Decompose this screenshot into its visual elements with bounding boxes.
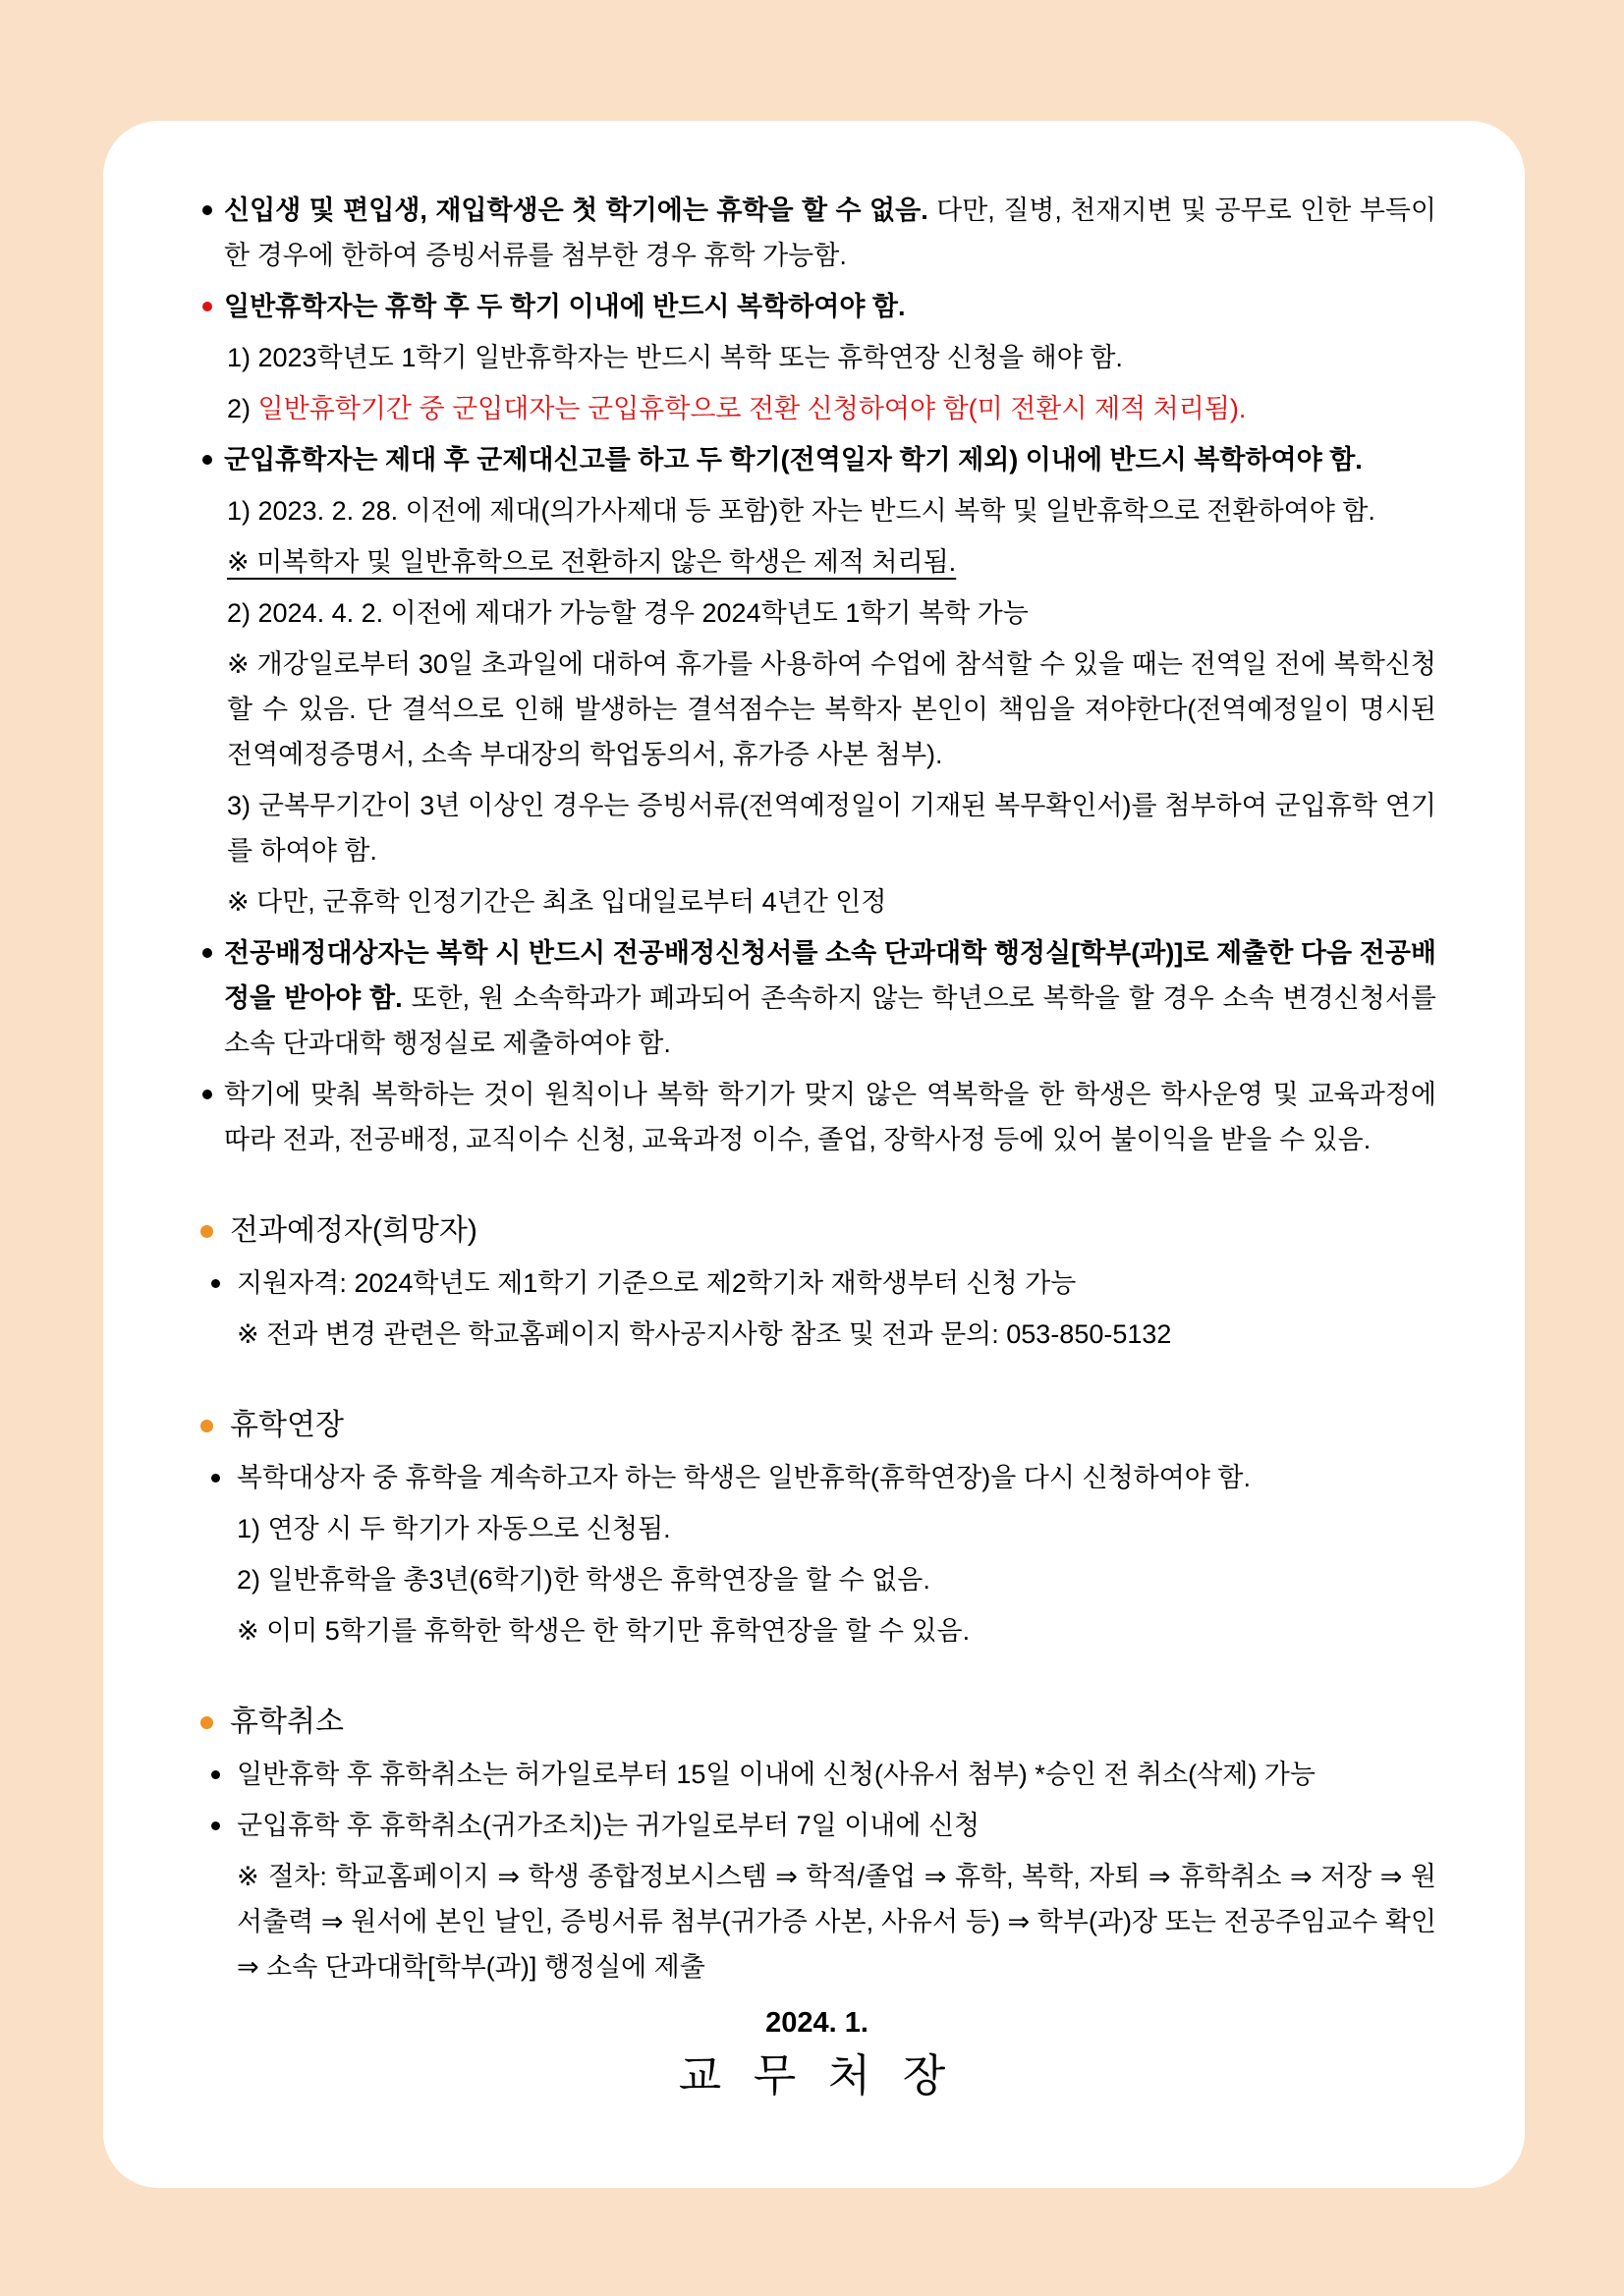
section-header (197, 1207, 1436, 1255)
text-segment: 1) 연장 시 두 학기가 자동으로 신청됨. (237, 1514, 671, 1543)
signature: 교 무 처 장 (678, 2050, 956, 2100)
list-item (197, 488, 1436, 533)
text-segment: ※ 절차: 학교홈페이지 ⇒ 학생 종합정보시스템 ⇒ 학적/졸업 ⇒ 휴학, 복학, 자퇴 ⇒ 휴학취소 ⇒ 저장 ⇒ 원서출력 ⇒ 원서에 본인 날인, 증빙서류 첨부(귀가증 사본, 사유서 등) ⇒ 학부(과)장 또는 전공주임교수 확인 ⇒ 소속 단과대학[학부(과)] 행정실에 제출 (237, 1862, 1444, 1982)
list-item (197, 335, 1436, 380)
text-segment: 복학대상자 중 휴학을 계속하고자 하는 학생은 일반휴학(휴학연장)을 다시 신청하여야 함. (237, 1463, 1251, 1492)
list-item (197, 1752, 1436, 1797)
text-segment: ※ 개강일로부터 30일 초과일에 대하여 휴가를 사용하여 수업에 참석할 수 있을 때는 전역일 전에 복학신청 할 수 있음. 단 결석으로 인해 발생하는 결석점수는 복학자 본인이 책임을 져야한다(전역예정일이 명시된 전역예정증명서, 소속 부대장의 학업동의서, 휴가증 사본 첨부). (227, 649, 1444, 769)
list-item (197, 642, 1444, 777)
list-item (197, 1072, 1444, 1162)
notice-date: 2024. 1. (765, 2007, 868, 2039)
list-item (197, 879, 1436, 924)
list-item (197, 437, 1436, 482)
text-segment: ※ 다만, 군휴학 인정기간은 최초 입대일로부터 4년간 인정 (227, 887, 887, 917)
text-segment: 2) 일반휴학을 총3년(6학기)한 학생은 휴학연장을 할 수 없음. (237, 1565, 930, 1595)
section-header (197, 1402, 1436, 1449)
list-item (197, 1260, 1436, 1306)
list-item (197, 1506, 1436, 1551)
text-segment: 신입생 및 편입생, 재입학생은 첫 학기에는 휴학을 할 수 없음. (224, 196, 928, 225)
list-item (197, 539, 1436, 585)
list-item (197, 1608, 1436, 1653)
list-item (197, 1312, 1436, 1357)
text-segment: 전공배정대상자는 복학 시 반드시 전공배정신청서를 소속 단과대학 행정실[학부(과)]로 제출한 다음 전공배정을 받아야 함. (224, 938, 1436, 1013)
text-segment: ※ 전과 변경 관련은 학교홈페이지 학사공지사항 참조 및 전과 문의: 053-850-5132 (237, 1319, 1172, 1349)
document-body (197, 188, 1444, 1989)
text-segment: 전과예정자(희망자) (230, 1214, 477, 1247)
notice-footer (197, 1999, 1436, 2103)
text-segment: 1) 2023학년도 1학기 일반휴학자는 반드시 복학 또는 휴학연장 신청을 해야 함. (227, 343, 1123, 372)
list-item (197, 386, 1436, 431)
list-item (197, 1803, 1436, 1848)
text-segment: 일반휴학기간 중 군입대자는 군입휴학으로 전환 신청하여야 함(미 전환시 제적 처리됨). (257, 394, 1247, 423)
list-item (197, 188, 1436, 278)
text-segment: 군입휴학자는 제대 후 군제대신고를 하고 두 학기(전역일자 학기 제외) 이내에 반드시 복학하여야 함. (224, 445, 1363, 475)
list-item (197, 1455, 1436, 1500)
text-segment: 또한, 원 소속학과가 폐과되어 존속하지 않는 학년으로 복학을 할 경우 소속 변경신청서를 소속 단과대학 행정실로 제출하여야 함. (224, 983, 1444, 1058)
text-segment: ※ 이미 5학기를 휴학한 학생은 한 학기만 휴학연장을 할 수 있음. (237, 1616, 971, 1646)
text-segment: 일반휴학자는 휴학 후 두 학기 이내에 반드시 복학하여야 함. (224, 292, 906, 321)
text-segment: 군입휴학 후 휴학취소(귀가조치)는 귀가일로부터 7일 이내에 신청 (237, 1811, 980, 1840)
text-segment: 휴학연장 (230, 1409, 344, 1441)
list-item (197, 284, 1436, 329)
text-segment: 2) 2024. 4. 2. 이전에 제대가 가능할 경우 2024학년도 1학기 복학 가능 (227, 598, 1029, 628)
list-item (197, 930, 1444, 1066)
list-item (197, 783, 1436, 873)
section-header (197, 1699, 1436, 1746)
text-segment: 휴학취소 (230, 1706, 344, 1738)
text-segment: 다만, 질병, 천재지변 및 공무로 인한 부득이한 경우에 한하여 증빙서류를 첨부한 경우 휴학 가능함. (224, 196, 1436, 270)
list-item (197, 1854, 1444, 1989)
text-segment: 1) 2023. 2. 28. 이전에 제대(의가사제대 등 포함)한 자는 반드시 복학 및 일반휴학으로 전환하여야 함. (227, 496, 1375, 526)
text-segment: 일반휴학 후 휴학취소는 허가일로부터 15일 이내에 신청(사유서 첨부) *승인 전 취소(삭제) 가능 (237, 1760, 1316, 1789)
text-segment: ※ 미복학자 및 일반휴학으로 전환하지 않은 학생은 제적 처리됨. (227, 547, 957, 577)
notice-card (103, 121, 1525, 2188)
list-item (197, 590, 1436, 636)
text-segment: 2) (227, 394, 258, 423)
list-item (197, 1557, 1436, 1602)
text-segment: 학기에 맞춰 복학하는 것이 원칙이나 복학 학기가 맞지 않은 역복학을 한 학생은 학사운영 및 교육과정에 따라 전과, 전공배정, 교직이수 신청, 교육과정 이수, 졸업, 장학사정 등에 있어 불이익을 받을 수 있음. (224, 1080, 1444, 1154)
text-segment: 지원자격: 2024학년도 제1학기 기준으로 제2학기차 재학생부터 신청 가능 (237, 1268, 1077, 1298)
text-segment: 3) 군복무기간이 3년 이상인 경우는 증빙서류(전역예정일이 기재된 복무확인서)를 첨부하여 군입휴학 연기를 하여야 함. (227, 791, 1436, 866)
